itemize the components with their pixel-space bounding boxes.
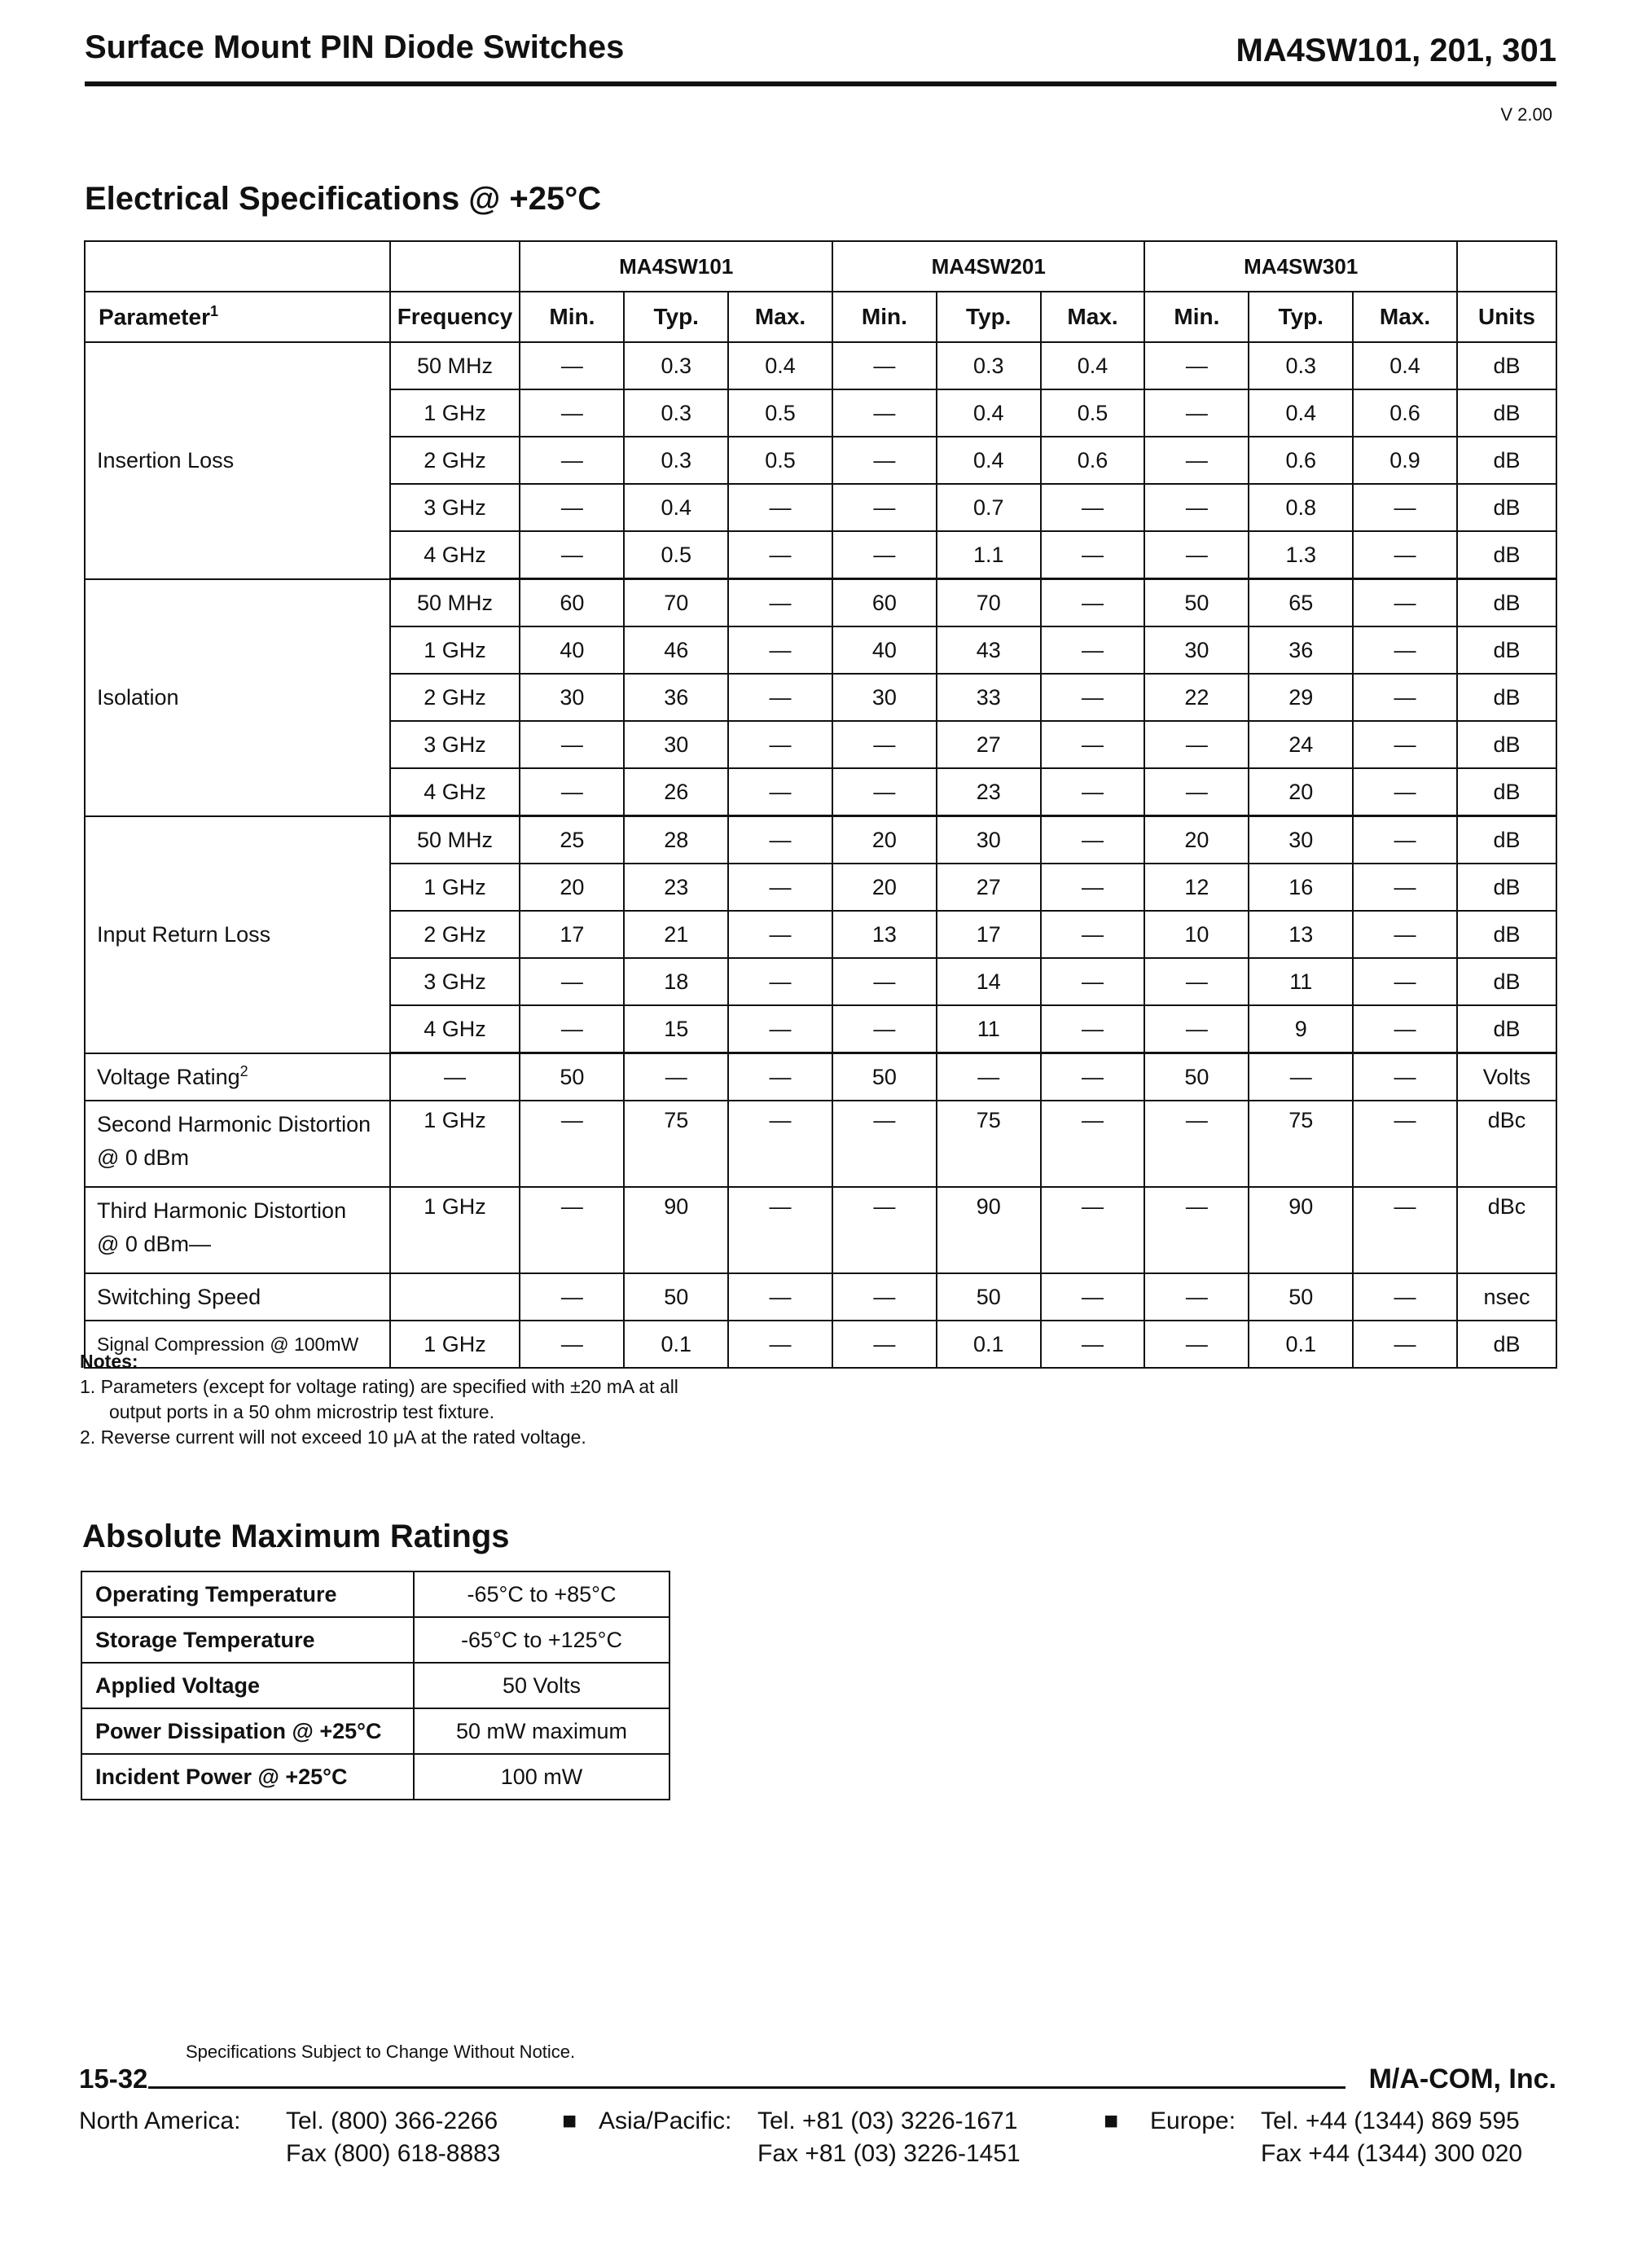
notes xyxy=(80,1349,678,1450)
value-cell: — xyxy=(1353,1187,1457,1273)
value-cell: 1.1 xyxy=(937,531,1041,579)
value-cell: 0.3 xyxy=(624,342,728,389)
value-cell: — xyxy=(728,816,832,864)
units-cell: dB xyxy=(1457,1321,1556,1368)
value-cell: 90 xyxy=(937,1187,1041,1273)
value-cell: 50 xyxy=(1249,1273,1353,1321)
value-cell: 13 xyxy=(1249,911,1353,958)
value-cell: — xyxy=(1041,484,1145,531)
frequency-cell: 4 GHz xyxy=(390,1005,520,1053)
north-america-label: North America: xyxy=(79,2108,241,2134)
value-cell: 0.4 xyxy=(728,342,832,389)
north-america-tel: Tel. (800) 366-2266 xyxy=(286,2108,498,2134)
value-cell: 0.4 xyxy=(624,484,728,531)
value-cell: — xyxy=(1041,864,1145,911)
frequency-cell: 4 GHz xyxy=(390,531,520,579)
value-cell: 1.3 xyxy=(1249,531,1353,579)
frequency-header: Frequency xyxy=(390,292,520,342)
table-row xyxy=(85,579,1556,627)
value-cell: 28 xyxy=(624,816,728,864)
rating-parameter: Operating Temperature xyxy=(81,1571,414,1617)
value-cell: 40 xyxy=(832,626,937,674)
empty-header-cell xyxy=(390,241,520,292)
units-cell: dB xyxy=(1457,531,1556,579)
frequency-cell: 3 GHz xyxy=(390,958,520,1005)
min-header: Min. xyxy=(832,292,937,342)
value-cell: 0.5 xyxy=(728,389,832,437)
absolute-max-table xyxy=(81,1571,670,1800)
frequency-cell: 1 GHz xyxy=(390,626,520,674)
value-cell: — xyxy=(832,1187,937,1273)
value-cell: — xyxy=(1041,1273,1145,1321)
value-cell: 0.4 xyxy=(937,437,1041,484)
value-cell: — xyxy=(1353,958,1457,1005)
table-row xyxy=(85,1101,1556,1187)
typ-header: Typ. xyxy=(624,292,728,342)
europe-tel: Tel. +44 (1344) 869 595 xyxy=(1261,2108,1520,2134)
value-cell: 43 xyxy=(937,626,1041,674)
document-title: Surface Mount PIN Diode Switches xyxy=(85,29,625,65)
value-cell: 0.6 xyxy=(1353,389,1457,437)
value-cell: — xyxy=(1144,958,1249,1005)
value-cell: 22 xyxy=(1144,674,1249,721)
value-cell: — xyxy=(832,437,937,484)
units-cell: dB xyxy=(1457,437,1556,484)
company-name: M/A-COM, Inc. xyxy=(1368,2064,1556,2094)
value-cell: — xyxy=(1041,768,1145,816)
asia-pacific-label: Asia/Pacific: xyxy=(599,2108,732,2134)
value-cell: — xyxy=(1041,1053,1145,1101)
value-cell: 70 xyxy=(937,579,1041,627)
value-cell: 75 xyxy=(624,1101,728,1187)
note-2: 2. Reverse current will not exceed 10 μA at the rated voltage. xyxy=(80,1426,586,1448)
footer-rule xyxy=(148,2086,1345,2089)
value-cell: — xyxy=(728,768,832,816)
voltage-rating-label: Voltage Rating$^2$ xyxy=(85,1053,390,1101)
value-cell: — xyxy=(1353,579,1457,627)
value-cell: 0.4 xyxy=(1041,342,1145,389)
value-cell: 0.3 xyxy=(624,437,728,484)
rating-parameter: Storage Temperature xyxy=(81,1617,414,1663)
value-cell: — xyxy=(1144,1187,1249,1273)
value-cell: 30 xyxy=(520,674,624,721)
units-header: Units xyxy=(1457,292,1556,342)
column-header-row xyxy=(85,292,1556,342)
value-cell: 25 xyxy=(520,816,624,864)
value-cell: 90 xyxy=(1249,1187,1353,1273)
value-cell: 26 xyxy=(624,768,728,816)
units-cell: dB xyxy=(1457,911,1556,958)
value-cell: 0.1 xyxy=(937,1321,1041,1368)
value-cell: — xyxy=(520,389,624,437)
value-cell: 23 xyxy=(624,864,728,911)
value-cell: 0.5 xyxy=(728,437,832,484)
insertion-loss-label: Insertion Loss xyxy=(85,342,390,579)
value-cell: — xyxy=(728,911,832,958)
page-number: 15-32 xyxy=(79,2064,148,2094)
part-numbers: MA4SW101, 201, 301 xyxy=(1236,33,1556,68)
value-cell: — xyxy=(1041,911,1145,958)
value-cell: — xyxy=(1249,1053,1353,1101)
units-cell: dBc xyxy=(1457,1187,1556,1273)
value-cell: 10 xyxy=(1144,911,1249,958)
value-cell: 13 xyxy=(832,911,937,958)
typ-header: Typ. xyxy=(1249,292,1353,342)
value-cell: — xyxy=(520,484,624,531)
group-header-row xyxy=(85,241,1556,292)
value-cell: — xyxy=(1353,1053,1457,1101)
value-cell: — xyxy=(1041,579,1145,627)
value-cell: — xyxy=(728,674,832,721)
value-cell: — xyxy=(520,1273,624,1321)
value-cell: — xyxy=(1353,864,1457,911)
value-cell: — xyxy=(520,721,624,768)
value-cell: — xyxy=(1353,816,1457,864)
units-cell: dB xyxy=(1457,389,1556,437)
value-cell: — xyxy=(728,958,832,1005)
value-cell: 14 xyxy=(937,958,1041,1005)
value-cell: 0.5 xyxy=(624,531,728,579)
value-cell: — xyxy=(520,958,624,1005)
footer-notice: Specifications Subject to Change Without Notice. xyxy=(186,2042,576,2062)
note-1: 1. Parameters (except for voltage rating) are specified with ±20 mA at all xyxy=(80,1376,678,1397)
value-cell: — xyxy=(1144,484,1249,531)
value-cell: 9 xyxy=(1249,1005,1353,1053)
value-cell: 0.4 xyxy=(1353,342,1457,389)
value-cell: 46 xyxy=(624,626,728,674)
rating-value: 100 mW xyxy=(414,1754,669,1800)
value-cell: 24 xyxy=(1249,721,1353,768)
group-ma4sw101: MA4SW101 xyxy=(520,241,832,292)
value-cell: 0.8 xyxy=(1249,484,1353,531)
frequency-cell: 2 GHz xyxy=(390,437,520,484)
group-ma4sw201: MA4SW201 xyxy=(832,241,1145,292)
units-cell: dB xyxy=(1457,768,1556,816)
value-cell: — xyxy=(1041,1321,1145,1368)
frequency-cell: 3 GHz xyxy=(390,484,520,531)
value-cell: — xyxy=(1041,531,1145,579)
value-cell: 36 xyxy=(1249,626,1353,674)
north-america-fax: Fax (800) 618-8883 xyxy=(286,2140,501,2167)
frequency-cell: 2 GHz xyxy=(390,674,520,721)
value-cell: 23 xyxy=(937,768,1041,816)
value-cell: — xyxy=(1144,1005,1249,1053)
value-cell: 0.1 xyxy=(1249,1321,1353,1368)
notes-title: Notes: xyxy=(80,1351,138,1372)
value-cell: 30 xyxy=(1249,816,1353,864)
value-cell: 50 xyxy=(832,1053,937,1101)
bullet-separator: ■ xyxy=(562,2108,577,2134)
value-cell: — xyxy=(1353,531,1457,579)
value-cell: — xyxy=(1144,1101,1249,1187)
table-row xyxy=(81,1617,669,1663)
typ-header: Typ. xyxy=(937,292,1041,342)
table-row xyxy=(81,1754,669,1800)
group-ma4sw301: MA4SW301 xyxy=(1144,241,1457,292)
value-cell: 75 xyxy=(1249,1101,1353,1187)
value-cell: 20 xyxy=(1249,768,1353,816)
value-cell: — xyxy=(1144,721,1249,768)
value-cell: — xyxy=(1353,768,1457,816)
value-cell: — xyxy=(832,768,937,816)
value-cell: — xyxy=(832,721,937,768)
rating-parameter: Power Dissipation @ +25°C xyxy=(81,1708,414,1754)
table-row xyxy=(85,816,1556,864)
value-cell: — xyxy=(832,389,937,437)
value-cell: — xyxy=(1144,342,1249,389)
value-cell: 75 xyxy=(937,1101,1041,1187)
value-cell: — xyxy=(1144,531,1249,579)
value-cell: — xyxy=(1353,721,1457,768)
value-cell: — xyxy=(1353,911,1457,958)
max-header: Max. xyxy=(1353,292,1457,342)
value-cell: 0.3 xyxy=(937,342,1041,389)
value-cell: 50 xyxy=(624,1273,728,1321)
value-cell: — xyxy=(1041,1187,1145,1273)
units-cell: dB xyxy=(1457,626,1556,674)
value-cell: — xyxy=(728,1321,832,1368)
value-cell: 50 xyxy=(1144,579,1249,627)
value-cell: — xyxy=(1144,389,1249,437)
frequency-cell: 1 GHz xyxy=(390,1101,520,1187)
min-header: Min. xyxy=(520,292,624,342)
value-cell: 33 xyxy=(937,674,1041,721)
value-cell: — xyxy=(728,721,832,768)
value-cell: — xyxy=(832,531,937,579)
value-cell: — xyxy=(1353,1005,1457,1053)
value-cell: — xyxy=(1041,1101,1145,1187)
value-cell: 0.7 xyxy=(937,484,1041,531)
frequency-cell: 50 MHz xyxy=(390,342,520,389)
value-cell: 30 xyxy=(832,674,937,721)
value-cell: 16 xyxy=(1249,864,1353,911)
min-header: Min. xyxy=(1144,292,1249,342)
table-row xyxy=(85,1187,1556,1273)
value-cell: — xyxy=(1041,721,1145,768)
value-cell: — xyxy=(1041,816,1145,864)
value-cell: — xyxy=(728,579,832,627)
units-cell: dB xyxy=(1457,579,1556,627)
second-harmonic-label: Second Harmonic Distortion @ 0 dBm xyxy=(85,1101,390,1187)
value-cell: 11 xyxy=(1249,958,1353,1005)
value-cell: — xyxy=(728,1101,832,1187)
value-cell: 30 xyxy=(1144,626,1249,674)
frequency-cell: 1 GHz xyxy=(390,389,520,437)
value-cell: — xyxy=(520,768,624,816)
frequency-cell: 1 GHz xyxy=(390,1187,520,1273)
units-cell: dB xyxy=(1457,1005,1556,1053)
value-cell: — xyxy=(832,342,937,389)
value-cell: — xyxy=(1144,1273,1249,1321)
asia-pacific-fax: Fax +81 (03) 3226-1451 xyxy=(757,2140,1021,2167)
electrical-specs-table xyxy=(84,240,1557,1369)
rating-parameter: Applied Voltage xyxy=(81,1663,414,1708)
value-cell: 70 xyxy=(624,579,728,627)
version-label: V 2.00 xyxy=(1500,104,1552,125)
value-cell: — xyxy=(1353,1101,1457,1187)
value-cell: — xyxy=(520,342,624,389)
value-cell: 30 xyxy=(937,816,1041,864)
table-row xyxy=(85,1273,1556,1321)
value-cell: — xyxy=(1041,626,1145,674)
value-cell: — xyxy=(520,1101,624,1187)
value-cell: — xyxy=(937,1053,1041,1101)
table-row xyxy=(81,1663,669,1708)
max-header: Max. xyxy=(728,292,832,342)
units-cell: dB xyxy=(1457,864,1556,911)
value-cell: — xyxy=(832,958,937,1005)
value-cell: 0.9 xyxy=(1353,437,1457,484)
value-cell: 0.5 xyxy=(1041,389,1145,437)
isolation-label: Isolation xyxy=(85,579,390,816)
value-cell: 15 xyxy=(624,1005,728,1053)
value-cell: — xyxy=(520,437,624,484)
frequency-cell: 1 GHz xyxy=(390,1321,520,1368)
value-cell: — xyxy=(1353,484,1457,531)
frequency-cell: — xyxy=(390,1053,520,1101)
third-harmonic-label: Third Harmonic Distortion @ 0 dBm— xyxy=(85,1187,390,1273)
value-cell: — xyxy=(832,1273,937,1321)
value-cell: 36 xyxy=(624,674,728,721)
switching-speed-label: Switching Speed xyxy=(85,1273,390,1321)
rating-parameter: Incident Power @ +25°C xyxy=(81,1754,414,1800)
value-cell: 20 xyxy=(832,864,937,911)
units-cell: dB xyxy=(1457,674,1556,721)
frequency-cell: 3 GHz xyxy=(390,721,520,768)
value-cell: 0.4 xyxy=(1249,389,1353,437)
asia-pacific-tel: Tel. +81 (03) 3226-1671 xyxy=(757,2108,1018,2134)
value-cell: — xyxy=(1144,437,1249,484)
value-cell: — xyxy=(728,626,832,674)
signal-compression-label: Signal Compression @ 100mW xyxy=(85,1321,390,1368)
value-cell: — xyxy=(728,531,832,579)
table-row xyxy=(85,1053,1556,1101)
europe-fax: Fax +44 (1344) 300 020 xyxy=(1261,2140,1523,2167)
units-cell: dB xyxy=(1457,484,1556,531)
value-cell: — xyxy=(1353,1321,1457,1368)
table-row xyxy=(85,342,1556,389)
value-cell: — xyxy=(1144,768,1249,816)
bullet-separator: ■ xyxy=(1104,2108,1119,2134)
value-cell: 17 xyxy=(520,911,624,958)
value-cell: 27 xyxy=(937,721,1041,768)
europe-label: Europe: xyxy=(1150,2108,1236,2134)
value-cell: — xyxy=(832,1321,937,1368)
value-cell: 21 xyxy=(624,911,728,958)
value-cell: — xyxy=(1041,958,1145,1005)
value-cell: 50 xyxy=(520,1053,624,1101)
value-cell: 27 xyxy=(937,864,1041,911)
empty-header-cell xyxy=(85,241,390,292)
value-cell: — xyxy=(1041,1005,1145,1053)
value-cell: 65 xyxy=(1249,579,1353,627)
input-return-loss-label: Input Return Loss xyxy=(85,816,390,1053)
value-cell: 50 xyxy=(937,1273,1041,1321)
value-cell: — xyxy=(520,1187,624,1273)
value-cell: — xyxy=(1353,674,1457,721)
frequency-cell: 50 MHz xyxy=(390,579,520,627)
header-rule xyxy=(85,81,1556,86)
frequency-cell: 2 GHz xyxy=(390,911,520,958)
value-cell: 29 xyxy=(1249,674,1353,721)
value-cell: 0.3 xyxy=(624,389,728,437)
value-cell: 0.6 xyxy=(1041,437,1145,484)
units-cell: dB xyxy=(1457,721,1556,768)
empty-header-cell xyxy=(1457,241,1556,292)
value-cell: 50 xyxy=(1144,1053,1249,1101)
value-cell: 18 xyxy=(624,958,728,1005)
max-header: Max. xyxy=(1041,292,1145,342)
value-cell: 0.4 xyxy=(937,389,1041,437)
rating-value: 50 Volts xyxy=(414,1663,669,1708)
value-cell: 20 xyxy=(832,816,937,864)
absolute-max-title: Absolute Maximum Ratings xyxy=(82,1519,510,1554)
value-cell: — xyxy=(728,1273,832,1321)
value-cell: — xyxy=(728,1187,832,1273)
value-cell: 60 xyxy=(520,579,624,627)
value-cell: — xyxy=(832,1005,937,1053)
units-cell: dBc xyxy=(1457,1101,1556,1187)
value-cell: 0.6 xyxy=(1249,437,1353,484)
note-1-continued: output ports in a 50 ohm microstrip test fixture. xyxy=(109,1401,494,1422)
parameter-header: Parameter$^1$ xyxy=(85,292,390,342)
frequency-cell: 1 GHz xyxy=(390,864,520,911)
value-cell: — xyxy=(832,484,937,531)
units-cell: Volts xyxy=(1457,1053,1556,1101)
value-cell: 20 xyxy=(1144,816,1249,864)
value-cell: 30 xyxy=(624,721,728,768)
value-cell: 17 xyxy=(937,911,1041,958)
value-cell: — xyxy=(520,1321,624,1368)
value-cell: — xyxy=(624,1053,728,1101)
value-cell: — xyxy=(1144,1321,1249,1368)
frequency-cell: 50 MHz xyxy=(390,816,520,864)
value-cell: — xyxy=(728,1053,832,1101)
units-cell: dB xyxy=(1457,342,1556,389)
value-cell: — xyxy=(728,484,832,531)
frequency-cell: 4 GHz xyxy=(390,768,520,816)
value-cell: 90 xyxy=(624,1187,728,1273)
value-cell: 60 xyxy=(832,579,937,627)
value-cell: 0.3 xyxy=(1249,342,1353,389)
value-cell: — xyxy=(1353,1273,1457,1321)
value-cell: — xyxy=(520,531,624,579)
frequency-cell xyxy=(390,1273,520,1321)
rating-value: -65°C to +125°C xyxy=(414,1617,669,1663)
value-cell: — xyxy=(728,1005,832,1053)
value-cell: 12 xyxy=(1144,864,1249,911)
value-cell: 11 xyxy=(937,1005,1041,1053)
value-cell: — xyxy=(1353,626,1457,674)
value-cell: — xyxy=(1041,674,1145,721)
value-cell: 40 xyxy=(520,626,624,674)
value-cell: 0.1 xyxy=(624,1321,728,1368)
electrical-specs-title: Electrical Specifications @ +25°C xyxy=(85,181,602,217)
rating-value: 50 mW maximum xyxy=(414,1708,669,1754)
rating-value: -65°C to +85°C xyxy=(414,1571,669,1617)
table-row xyxy=(81,1571,669,1617)
value-cell: — xyxy=(520,1005,624,1053)
units-cell: dB xyxy=(1457,958,1556,1005)
units-cell: nsec xyxy=(1457,1273,1556,1321)
table-row xyxy=(81,1708,669,1754)
value-cell: — xyxy=(832,1101,937,1187)
value-cell: — xyxy=(728,864,832,911)
units-cell: dB xyxy=(1457,816,1556,864)
value-cell: 20 xyxy=(520,864,624,911)
